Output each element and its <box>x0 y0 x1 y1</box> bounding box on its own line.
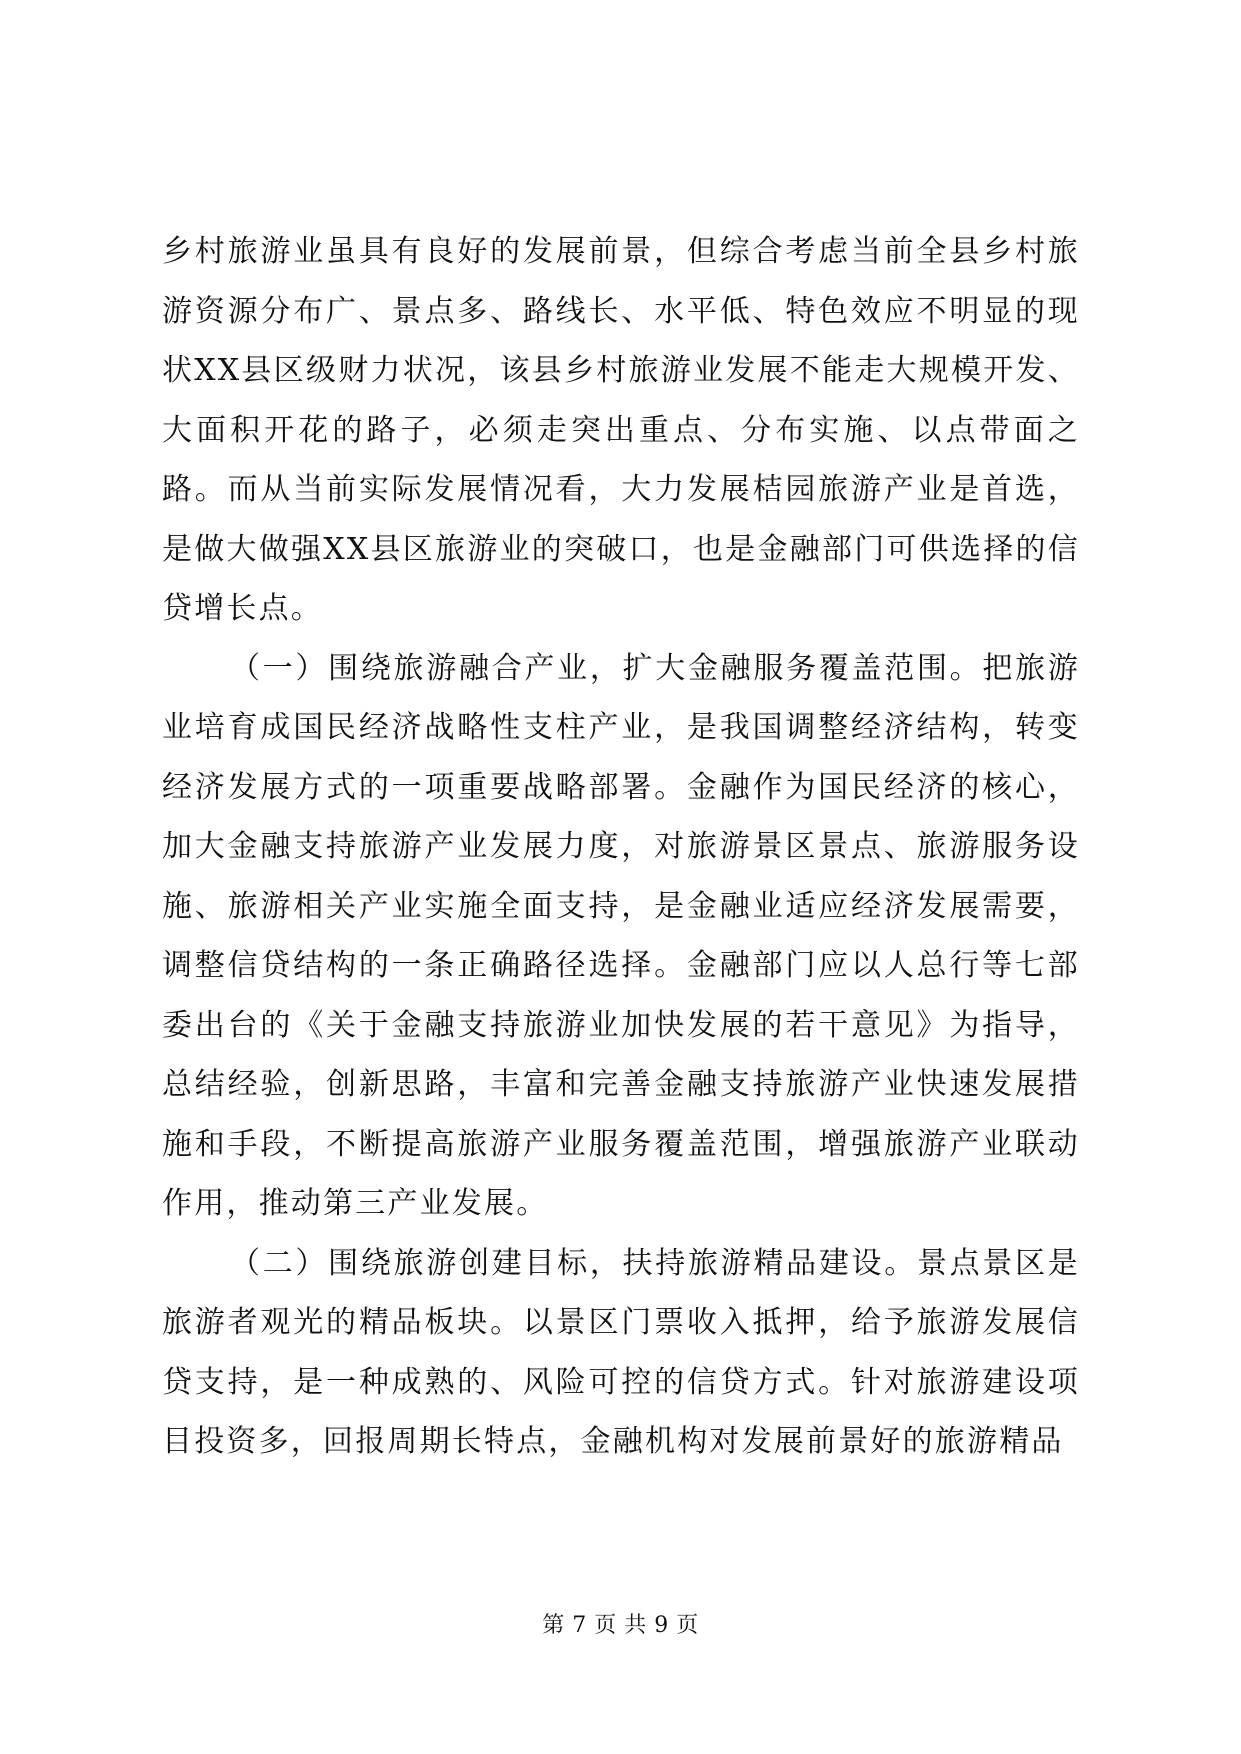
document-body <box>162 222 1080 1472</box>
page-number-footer: 第 7 页 共 9 页 <box>542 1613 699 1638</box>
paragraph-continued: 乡村旅游业虽具有良好的发展前景，但综合考虑当前全县乡村旅游资源分布广、景点多、路线长、水平低、特色效应不明显的现状XX县区级财力状况，该县乡村旅游业发展不能走大规模开发、大面积开花的路子，必须走突出重点、分布实施、以点带面之路。而从当前实际发展情况看，大力发展桔园旅游产业是首选，是做大做强XX县区旅游业的突破口，也是金融部门可供选择的信贷增长点。 <box>162 234 1080 626</box>
paragraph-section-two: （二）围绕旅游创建目标，扶持旅游精品建设。景点景区是旅游者观光的精品板块。以景区门票收入抵押，给予旅游发展信贷支持，是一种成熟的、风险可控的信贷方式。针对旅游建设项目投资多，回报周期长特点，金融机构对发展前景好的旅游精品 <box>162 1245 1080 1459</box>
paragraph-section-one: （一）围绕旅游融合产业，扩大金融服务覆盖范围。把旅游业培育成国民经济战略性支柱产业，是我国调整经济结构，转变经济发展方式的一项重要战略部署。金融作为国民经济的核心，加大金融支持旅游产业发展力度，对旅游景区景点、旅游服务设施、旅游相关产业实施全面支持，是金融业适应经济发展需要，调整信贷结构的一条正确路径选择。金融部门应以人总行等七部委出台的《关于金融支持旅游业加快发展的若干意见》为指导，总结经验，创新思路，丰富和完善金融支持旅游产业快速发展措施和手段，不断提高旅游产业服务覆盖范围，增强旅游产业联动作用，推动第三产业发展。 <box>162 650 1080 1221</box>
